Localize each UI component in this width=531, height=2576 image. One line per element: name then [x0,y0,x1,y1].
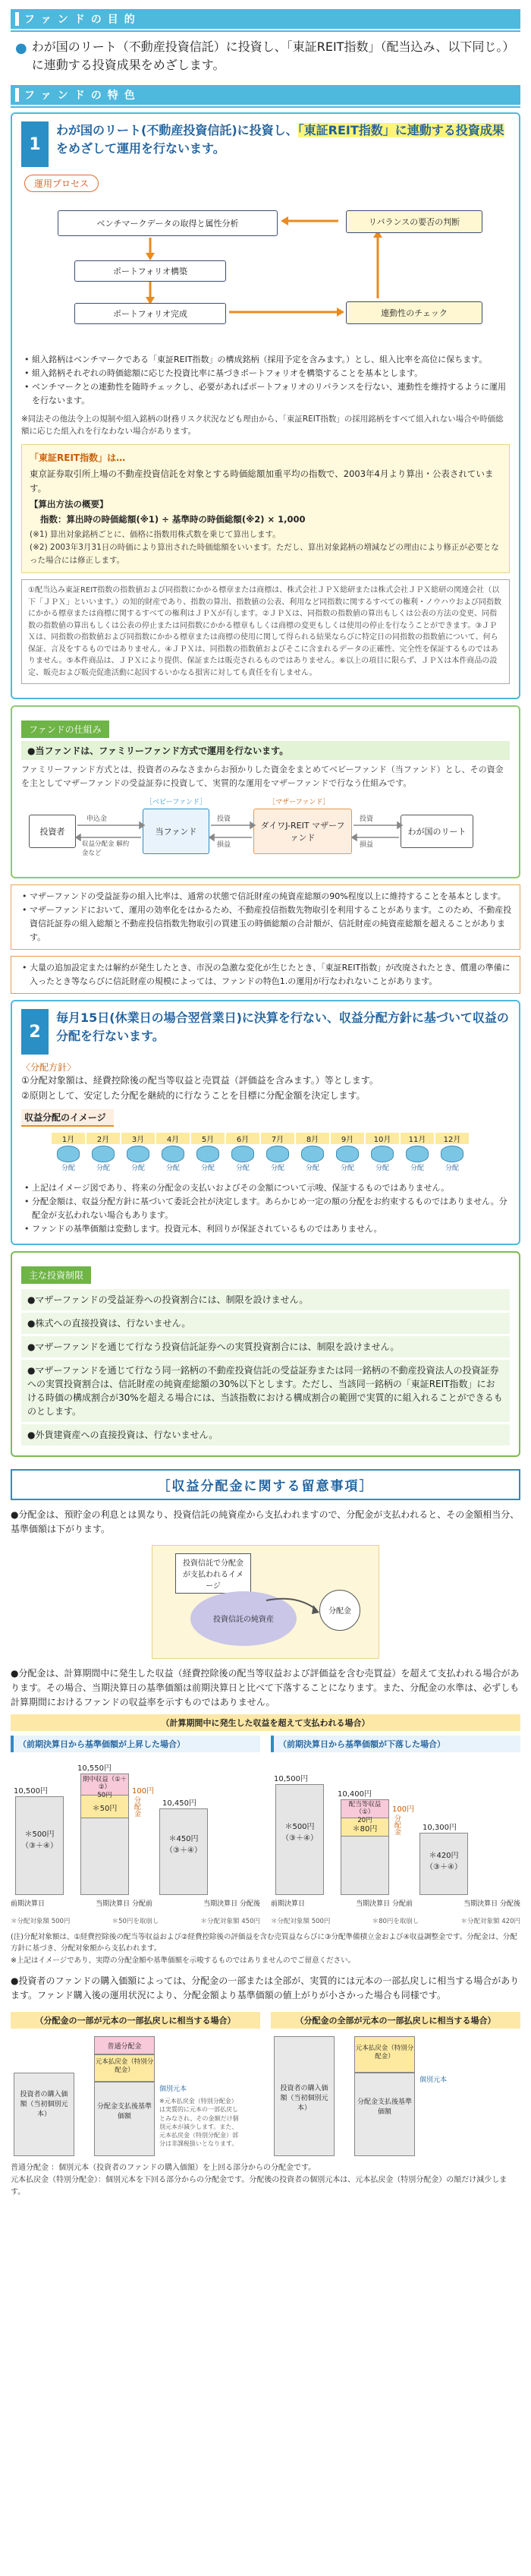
reit-label: 「東証REIT指数」は… [30,452,126,464]
principal-return-box: 元本払戻金（特別分配金） [94,2054,155,2082]
bottom-note-1: 普通分配金 ：個別元本（投資者のファンドの購入価額）を上回る部分からの分配金です。 [11,2164,316,2173]
list-item: • 分配金額は、収益分配方針に基づいて委託会社が決定します。あらかじめ一定の額の分配をお約束するものではありません。分配金が支払われない場合もあります。 [23,1195,510,1222]
list-item: • 組入銘柄はベンチマークである「東証REIT指数」の構成銘柄（採用予定を含みます。）とし、組入比率を高位に保ちます。 [23,353,510,367]
bar-after: ＊420円 （③＋④） [419,1833,468,1895]
chart-value: 10,500円 [274,1775,308,1784]
dist-image-label: 収益分配のイメージ [21,1109,114,1127]
coin-stack-icon [162,1146,184,1162]
reit-note-1: (※1) 算出対象銘柄ごとに、価格に指数用株式数を乗じて算出します。 [30,529,281,539]
coin-stack-icon [301,1146,324,1162]
mother-fund-box: ダイワJ-REIT マザーファンド [253,809,352,854]
case-2-head: （分配金の全部が元本の一部払戻しに相当する場合） [271,2012,520,2029]
baby-fund-box: 当ファンド [143,809,209,854]
process-flow [21,198,510,350]
mechanism-warning [11,956,520,994]
x-labels: 前期決算日 当期決算日 分配前 当期決算日 分配後 [271,1900,520,1909]
dist-image-title: 投資信託で分配金が支払われるイメージ [175,1553,251,1594]
principal-return-box: 元本払戻金（特別分配金） [354,2036,415,2073]
case-left-head: （前期決算日から基準価額が上昇した場合） [11,1736,260,1752]
case-left-notes: ＊分配対象額 500円 ＊50円を取崩し ＊分配対象額 450円 [11,1918,260,1926]
feature-number: 1 [21,121,49,167]
chart-value: 10,550円 [77,1764,112,1774]
reit-calc-title: 【算出方法の概要】 [30,498,108,509]
dist-rules-title: ［収益分配金に関する留意事項］ [11,1469,520,1500]
case-1 [11,2007,260,2162]
reit-note-2: (※2) 2003年3月31日の時価により算出された時価総額をいいます。ただし、算出対象銘柄の増減などの理由により修正が必要となった場合には修正します。 [30,542,499,565]
months-row [52,1133,510,1172]
case-1-chart [11,2033,260,2162]
chart-value: 10,300円 [423,1824,457,1833]
list-item: • ベンチマークとの連動性を随時チェックし、必要があればポートフォリオのリバランスを行ない、連動性を維持するように運用を行ないます。 [23,380,510,408]
list-item: • マザーファンドにおいて、運用の効率化をはかるため、不動産投信指数先物取引を利用することがあります。このため、不動産投資信託証券の組入総額と不動産投信指数先物取引の買建玉の時価総額の合計額が、信託財産の純資産総額を超えることがあります。 [20,903,512,944]
chart-value: 100円 [392,1805,415,1815]
objective-text-block [11,36,520,76]
chart-value: 10,400円 [338,1790,372,1799]
list-item: ●マザーファンドを通じて行なう同一銘柄の不動産投資信託の受益証券または同一銘柄の不動産投資法人の投資証券への実質投資割合は、信託財産の純資産総額の30%以下とします。ただし、当該同一銘柄の「東証REIT指数」における時価の構成割合が30%を超える場合には、当該指数における構成割合の範囲で実質的に組入れることができるものとします。 [21,1360,510,1422]
arrow-label: 投資 [360,815,374,823]
individual-principal-label: 個別元本 [419,2076,448,2085]
coin-stack-icon [371,1146,394,1162]
chart-value: 分配金 [133,1796,140,1818]
chart-value: 10,500円 [14,1787,48,1796]
investor-box: 投資者 [29,815,76,848]
coin-stack-icon [196,1146,219,1162]
index-disclaimer: ①配当込み東証REIT指数の指数値および同指数にかかる標章または商標は、株式会社ＪＰＸ総研または株式会社ＪＰＸ総研の関連会社（以下「ＪＰＸ」といいます。）の知的財産であり、指数の算出、指数値の公表、利用など同指数に関するすべての権利・ノウハウおよび同指数にかかる標章または商標に関するすべての権利はＪＰＸが有します。②ＪＰＸは、同指数の指数値の算出もしくは公表の方法の変更、同指数の指数値の算出もしくは公表の停止または同指数にかかる標章もしくは商標の変更もしくは使用の停止を行なうことができます。③ＪＰＸは、同指数の指数値および同指数にかかる標章または商標の使用に関して得られる結果ならびに特定日の同指数の指数値について、何ら保証、言及をするものではありません。④ＪＰＸは、同指数の指数値およびそこに含まれるデータの正確性、完全性を保証するものではありません。⑤本件商品は、ＪＰＸにより提供、保証または販売されるものではありません。⑥以上の項目に限らず、ＪＰＸは本件商品の設定、販売および販売促進活動に起因するいかなる損害に対しても責任を有しません。 [21,579,510,684]
objective-bar [11,9,520,29]
case-left [11,1736,260,1925]
case-right-head: （前期決算日から基準価額が下落した場合） [271,1736,520,1752]
month-column: 3月 分配 [121,1133,155,1172]
policy-2: ②原則として、安定した分配を継続的に行なうことを目標に分配金額を決定します。 [21,1089,366,1101]
net-assets-ellipse: 投資信託の純資産 [190,1591,297,1646]
list-item: • マザーファンドの受益証券の組入比率は、通常の状態で信託財産の純資産総額の90%程度以上に維持することを基本とします。 [20,890,512,903]
flow-box-complete: ポートフォリオ完成 [74,303,226,324]
dist-image-frame [152,1545,379,1659]
case-right [271,1736,520,1925]
list-item: • 大量の追加設定または解約が発生したとき、市況の急激な変化が生じたとき、「東証REIT指数」が改廃されたとき、償還の準備に入ったとき等ならびに信託財産の規模によっては、ファンドの特色1.の運用が行なわれないことがあります。 [20,961,512,988]
month-column: 5月 分配 [191,1133,225,1172]
month-column: 7月 分配 [261,1133,294,1172]
mechanism-arrows [21,796,507,869]
bar-before: 期中収益（①＋②） 50円 ＊50円 [80,1774,129,1895]
arrow-label: 投資 [217,815,231,823]
dist-p2: ●分配金は、計算期間中に発生した収益（経費控除後の配当等収益および評価益を含む売買益）を超えて支払われる場合があります。その場合、当期決算日の基準価額は前期決算日と比べて下落することになります。また、分配金の水準は、必ずしも計算期間におけるファンドの収益率を示すものではありません。 [11,1667,520,1708]
features-bar [11,85,520,105]
x-labels: 前期決算日 当期決算日 分配前 当期決算日 分配後 [11,1900,260,1909]
month-column: 9月 分配 [331,1133,364,1172]
coin-stack-icon [231,1146,254,1162]
purchase-price-box: 投資者の購入価額（当初個別元本） [14,2073,74,2156]
feature-1-note: ※同法その他法令上の規制や組入銘柄の財務リスク状況なども理由から、「東証REIT指数」の採用銘柄をすべて組入れない場合や時価総額に応じた組入れを行なわない場合があります。 [21,414,504,437]
dist-p1: ●分配金は、預貯金の利息とは異なり、投資信託の純資産から支払われますので、分配金が支払われると、その金額相当分、基準価額は下がります。 [11,1509,520,1535]
dist-image-arrow [152,1546,380,1660]
purchase-price-box: 投資者の購入価額（当初個別元本） [274,2036,335,2156]
month-column: 1月 分配 [52,1133,85,1172]
list-item: • ファンドの基準価額は変動します。投資元本、利回りが保証されているものではありません。 [23,1222,510,1236]
month-column: 10月 分配 [366,1133,399,1172]
case-1-note: ※元本払戻金（特別分配金）は実質的に元本の一部払戻しとみなされ、その金額だけ個別元本が減少します。また、元本払戻金（特別分配金）部分は非課税扱いとなります。 [159,2098,239,2148]
list-item: ●株式への直接投資は、行ないません。 [21,1313,510,1334]
list-item: ●外貨建資産への直接投資は、行ないません。 [21,1424,510,1446]
feature-2-text: 毎月15日(休業日の場合翌営業日)に決算を行ない、収益分配方針に基づいて収益の分配を行ないます。 [56,1011,509,1044]
bullet-dot-icon: ● [15,40,27,56]
flow-box-benchmark: ベンチマークデータの取得と属性分析 [58,210,278,236]
coin-stack-icon [266,1146,289,1162]
case-left-chart [11,1757,260,1916]
feature-1-card [11,112,520,699]
distribution-circle: 分配金 [319,1590,360,1631]
case-right-notes: ＊分配対象額 500円 ＊80円を取崩し ＊分配対象額 420円 [271,1918,520,1926]
coin-stack-icon [336,1146,359,1162]
bar-prev: ＊500円 （③＋④） [15,1796,64,1895]
dist-cases [11,1736,520,1925]
baby-label: ［ベビーファンド］ [146,798,207,806]
bar-after: ＊450円 （③＋④） [159,1808,208,1895]
reit-index-box [21,444,510,573]
flow-box-build: ポートフォリオ構築 [74,260,226,282]
post-dist-price-box: 分配金支払後基準価額 [94,2082,155,2156]
policy-1: ①分配対象額は、経費控除後の配当等収益と売買益（評価益を含みます。）等とします。 [21,1075,379,1086]
chart-value: 100円 [132,1787,155,1796]
features-title: ファンドの特色 [24,90,141,102]
reit-formula: 指数：算出時の時価総額(※1) ÷ 基準時の時価総額(※2) × 1,000 [40,513,306,525]
mechanism-card [11,705,520,878]
bar-before: 配当等収益（①） 20円 ＊80円 [341,1799,389,1895]
mechanism-notes [11,884,520,951]
arrow-label: 損益 [217,840,231,849]
bottom-note-2: 元本払戻金（特別分配金）：個別元本を下回る部分からの分配金です。分配後の投資者の個別元本は、元本払戻金（特別分配金）の額だけ減少します。 [11,2176,507,2197]
coin-stack-icon [92,1146,115,1162]
feature-2-head [21,1009,510,1055]
month-column: 12月 分配 [435,1133,469,1172]
mechanism-desc: ファミリーファンド方式とは、投資者のみなさまからお預かりした資金をまとめてベビーファンド（当ファンド）とし、その資金を主としてマザーファンドの受益証券に投資して、実質的な運用をマザーファンドで行なう仕組みです。 [21,765,504,788]
feature-number: 2 [21,1009,49,1055]
arrow-label: 申込金 [86,815,108,823]
dist-footnote-2: ※上記はイメージであり、実際の分配金額や基準価額を示唆するものではありませんのでご留意ください。 [11,1956,356,1965]
list-item: • 上記はイメージ図であり、将来の分配金の支払いおよびその金額について示唆、保証するものではありません。 [23,1181,510,1195]
ordinary-dist-box: 普通分配金 [94,2036,155,2054]
flow-box-rebalance: リバランスの要否の判断 [346,210,482,233]
feature-1-text: わが国のリート(不動産投資信託)に投資し、「東証REIT指数」に連動する投資成果をめざして運用を行ないます。 [56,123,504,156]
individual-principal-label: 個別元本 [159,2086,187,2094]
feature-2-bullets [21,1181,510,1237]
reit-desc: 東京証券取引所上場の不動産投資信託を対象とする時価総額加重平均の指数で、2003年4月より算出・公表されています。 [30,468,494,493]
policy-title: 〈分配方針〉 [21,1062,77,1074]
case-1-head: （分配金の一部が元本の一部払戻しに相当する場合） [11,2012,260,2029]
mechanism-title: ●当ファンドは、ファミリーファンド方式で運用を行ないます。 [21,741,510,760]
principal-cases [11,2007,520,2162]
mechanism-tag: ファンドの仕組み [21,720,109,738]
coin-stack-icon [441,1146,463,1162]
list-item: • 組入銘柄それぞれの時価総額に応じた投資比率に基づきポートフォリオを構築することを基本とします。 [23,367,510,380]
bar-prev: ＊500円 （③＋④） [275,1784,324,1895]
arrow-label: 損益 [360,840,374,849]
restrictions-tag: 主な投資制限 [21,1266,91,1284]
dist-stripe: （計算期間中に発生した収益を超えて支払われる場合） [11,1714,520,1731]
month-column: 11月 分配 [401,1133,434,1172]
list-item: ●マザーファンドの受益証券への投資割合には、制限を設けません。 [21,1289,510,1310]
dist-p3: ●投資者のファンドの購入価額によっては、分配金の一部または全部が、実質的には元本の一部払戻しに相当する場合があります。ファンド購入後の運用状況により、分配金額より基準価額の値上がりが小さかった場合も同様です。 [11,1975,520,2001]
coin-stack-icon [127,1146,149,1162]
restrictions-card [11,1251,520,1457]
case-right-chart [271,1757,520,1916]
objective-title: ファンドの目的 [24,14,141,26]
objective-text: わが国のリート（不動産投資信託）に投資し、「東証REIT指数」（配当込み、以下同じ。）に連動する投資成果をめざします。 [31,39,515,72]
flow-box-check: 連動性のチェック [346,301,482,324]
process-pill: 運用プロセス [24,175,99,192]
reits-box: わが国のリート [401,815,473,848]
chart-value: 分配金 [393,1815,401,1836]
feature-1-head [21,121,510,167]
case-2-chart [271,2033,520,2162]
arrow-label: 収益分配金 解約金など [82,840,130,857]
case-2 [271,2007,520,2162]
coin-stack-icon [57,1146,80,1162]
dist-image [11,1545,520,1659]
mother-label: ［マザーファンド］ [269,798,330,806]
coin-stack-icon [406,1146,429,1162]
feature-2-card [11,1000,520,1245]
chart-value: 10,450円 [162,1799,196,1808]
month-column: 8月 分配 [296,1133,329,1172]
post-dist-price-box: 分配金支払後基準価額 [354,2073,415,2156]
feature-1-bullets [21,353,510,408]
month-column: 6月 分配 [226,1133,259,1172]
mechanism-diagram [21,796,510,869]
month-column: 2月 分配 [86,1133,120,1172]
dist-footnote: (注)分配対象額は、①経費控除後の配当等収益および②経費控除後の評価益を含む売買益ならびに③分配準備積立金および④収益調整金です。分配金は、分配方針に基づき、分配対象額から支払われます。 [11,1933,517,1953]
list-item: ●マザーファンドを通じて行なう投資信託証券への実質投資割合には、制限を設けません。 [21,1336,510,1357]
month-column: 4月 分配 [156,1133,190,1172]
